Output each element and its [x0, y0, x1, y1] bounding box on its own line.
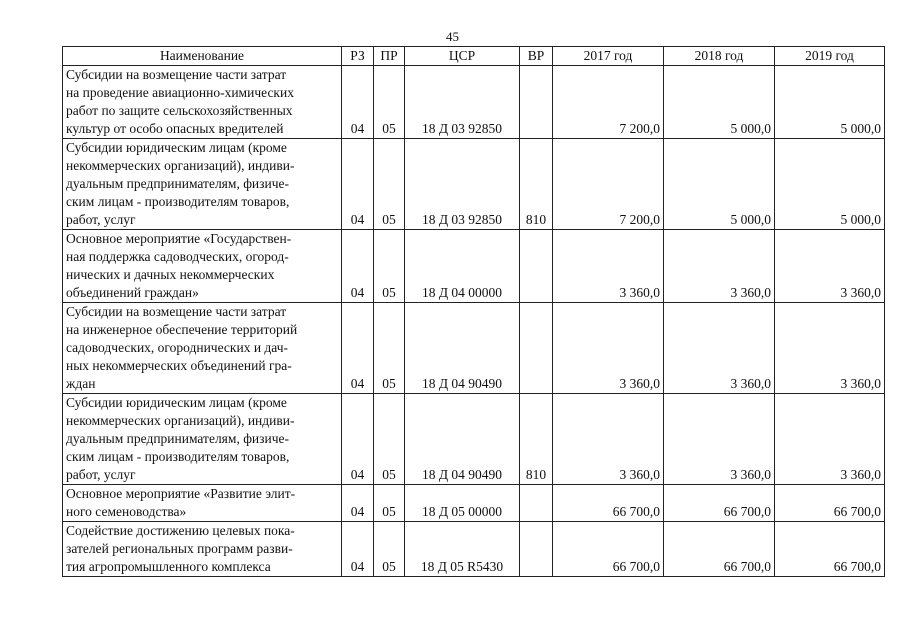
header-rz: РЗ [342, 47, 374, 66]
row-y2018: 5 000,0 [664, 66, 775, 139]
row-name [63, 394, 342, 485]
row-name [63, 66, 342, 139]
row-rz: 04 [342, 230, 374, 303]
row-y2018: 3 360,0 [664, 394, 775, 485]
row-csr: 18 Д 05 00000 [405, 485, 520, 522]
row-rz: 04 [342, 139, 374, 230]
row-name-line: некоммерческих организаций), индиви- [66, 413, 295, 428]
row-name-line: работ по защите сельскохозяйственных [66, 103, 293, 118]
row-name-line: садоводческих, огороднических и дач- [66, 340, 289, 355]
row-y2017: 7 200,0 [553, 66, 664, 139]
row-vr: 810 [520, 394, 553, 485]
row-y2017: 66 700,0 [553, 485, 664, 522]
row-name-line: на проведение авиационно-химических [66, 85, 294, 100]
row-vr: 810 [520, 139, 553, 230]
row-name-line: Содействие достижению целевых пока- [66, 523, 295, 538]
row-csr: 18 Д 04 90490 [405, 394, 520, 485]
row-y2017: 7 200,0 [553, 139, 664, 230]
row-name-line: Основное мероприятие «Развитие элит- [66, 486, 296, 501]
row-name-line: объединений граждан» [66, 285, 199, 300]
header-2017: 2017 год [553, 47, 664, 66]
row-name-line: Субсидии на возмещение части затрат [66, 304, 287, 319]
row-name-line: ским лицам - производителям товаров, [66, 449, 290, 464]
page-number: 45 [446, 29, 459, 44]
row-y2017: 66 700,0 [553, 522, 664, 577]
budget-table [62, 46, 885, 577]
row-csr: 18 Д 03 92850 [405, 66, 520, 139]
row-name-line: Субсидии юридическим лицам (кроме [66, 395, 287, 410]
row-pr: 05 [374, 394, 405, 485]
header-name: Наименование [63, 47, 342, 66]
row-y2019: 66 700,0 [775, 485, 885, 522]
row-pr: 05 [374, 485, 405, 522]
row-name-line: на инженерное обеспечение территорий [66, 322, 298, 337]
header-pr: ПР [374, 47, 405, 66]
row-name-line: ским лицам - производителям товаров, [66, 194, 290, 209]
row-name-line: Основное мероприятие «Государствен- [66, 231, 292, 246]
header-2018: 2018 год [664, 47, 775, 66]
row-y2018: 66 700,0 [664, 485, 775, 522]
row-rz: 04 [342, 485, 374, 522]
row-y2018: 3 360,0 [664, 303, 775, 394]
row-y2017: 3 360,0 [553, 230, 664, 303]
row-y2019: 3 360,0 [775, 303, 885, 394]
row-name-line: дуальным предпринимателям, физиче- [66, 176, 289, 191]
row-csr: 18 Д 03 92850 [405, 139, 520, 230]
row-pr: 05 [374, 230, 405, 303]
table-row [63, 139, 885, 230]
row-name-line: Субсидии на возмещение части затрат [66, 67, 287, 82]
row-name-line: работ, услуг [66, 212, 136, 227]
row-pr: 05 [374, 139, 405, 230]
row-vr [520, 303, 553, 394]
row-name-line: нических и дачных некоммерческих [66, 267, 275, 282]
table-row [63, 230, 885, 303]
row-name-line: тия агропромышленного комплекса [66, 559, 271, 574]
row-name [63, 139, 342, 230]
row-name-line: некоммерческих организаций), индиви- [66, 158, 295, 173]
row-csr: 18 Д 04 90490 [405, 303, 520, 394]
row-csr: 18 Д 04 00000 [405, 230, 520, 303]
header-2019: 2019 год [775, 47, 885, 66]
row-y2019: 3 360,0 [775, 230, 885, 303]
row-y2019: 5 000,0 [775, 66, 885, 139]
row-y2017: 3 360,0 [553, 394, 664, 485]
table-body [63, 66, 885, 577]
row-name [63, 230, 342, 303]
row-y2018: 5 000,0 [664, 139, 775, 230]
row-rz: 04 [342, 394, 374, 485]
row-vr [520, 230, 553, 303]
row-y2018: 3 360,0 [664, 230, 775, 303]
row-y2019: 3 360,0 [775, 394, 885, 485]
row-rz: 04 [342, 522, 374, 577]
table-row [63, 522, 885, 577]
row-name-line: Субсидии юридическим лицам (кроме [66, 140, 287, 155]
header-vr: ВР [520, 47, 553, 66]
header-csr: ЦСР [405, 47, 520, 66]
row-rz: 04 [342, 66, 374, 139]
table-header-row [63, 47, 885, 66]
row-name-line: зателей региональных программ разви- [66, 541, 293, 556]
row-rz: 04 [342, 303, 374, 394]
row-name-line: культур от особо опасных вредителей [66, 121, 284, 136]
row-y2019: 66 700,0 [775, 522, 885, 577]
row-vr [520, 485, 553, 522]
row-name-line: ных некоммерческих объединений гра- [66, 358, 292, 373]
row-name-line: ждан [66, 376, 96, 391]
row-name-line: работ, услуг [66, 467, 136, 482]
table-row [63, 394, 885, 485]
row-csr: 18 Д 05 R5430 [405, 522, 520, 577]
row-name [63, 303, 342, 394]
row-vr [520, 522, 553, 577]
row-name-line: дуальным предпринимателям, физиче- [66, 431, 289, 446]
row-name-line: ная поддержка садоводческих, огород- [66, 249, 289, 264]
table-row [63, 303, 885, 394]
row-y2017: 3 360,0 [553, 303, 664, 394]
table-row [63, 66, 885, 139]
row-y2018: 66 700,0 [664, 522, 775, 577]
row-pr: 05 [374, 66, 405, 139]
row-y2019: 5 000,0 [775, 139, 885, 230]
table-row [63, 485, 885, 522]
row-pr: 05 [374, 303, 405, 394]
row-name [63, 485, 342, 522]
row-vr [520, 66, 553, 139]
row-name-line: ного семеноводства» [66, 504, 187, 519]
row-pr: 05 [374, 522, 405, 577]
row-name [63, 522, 342, 577]
